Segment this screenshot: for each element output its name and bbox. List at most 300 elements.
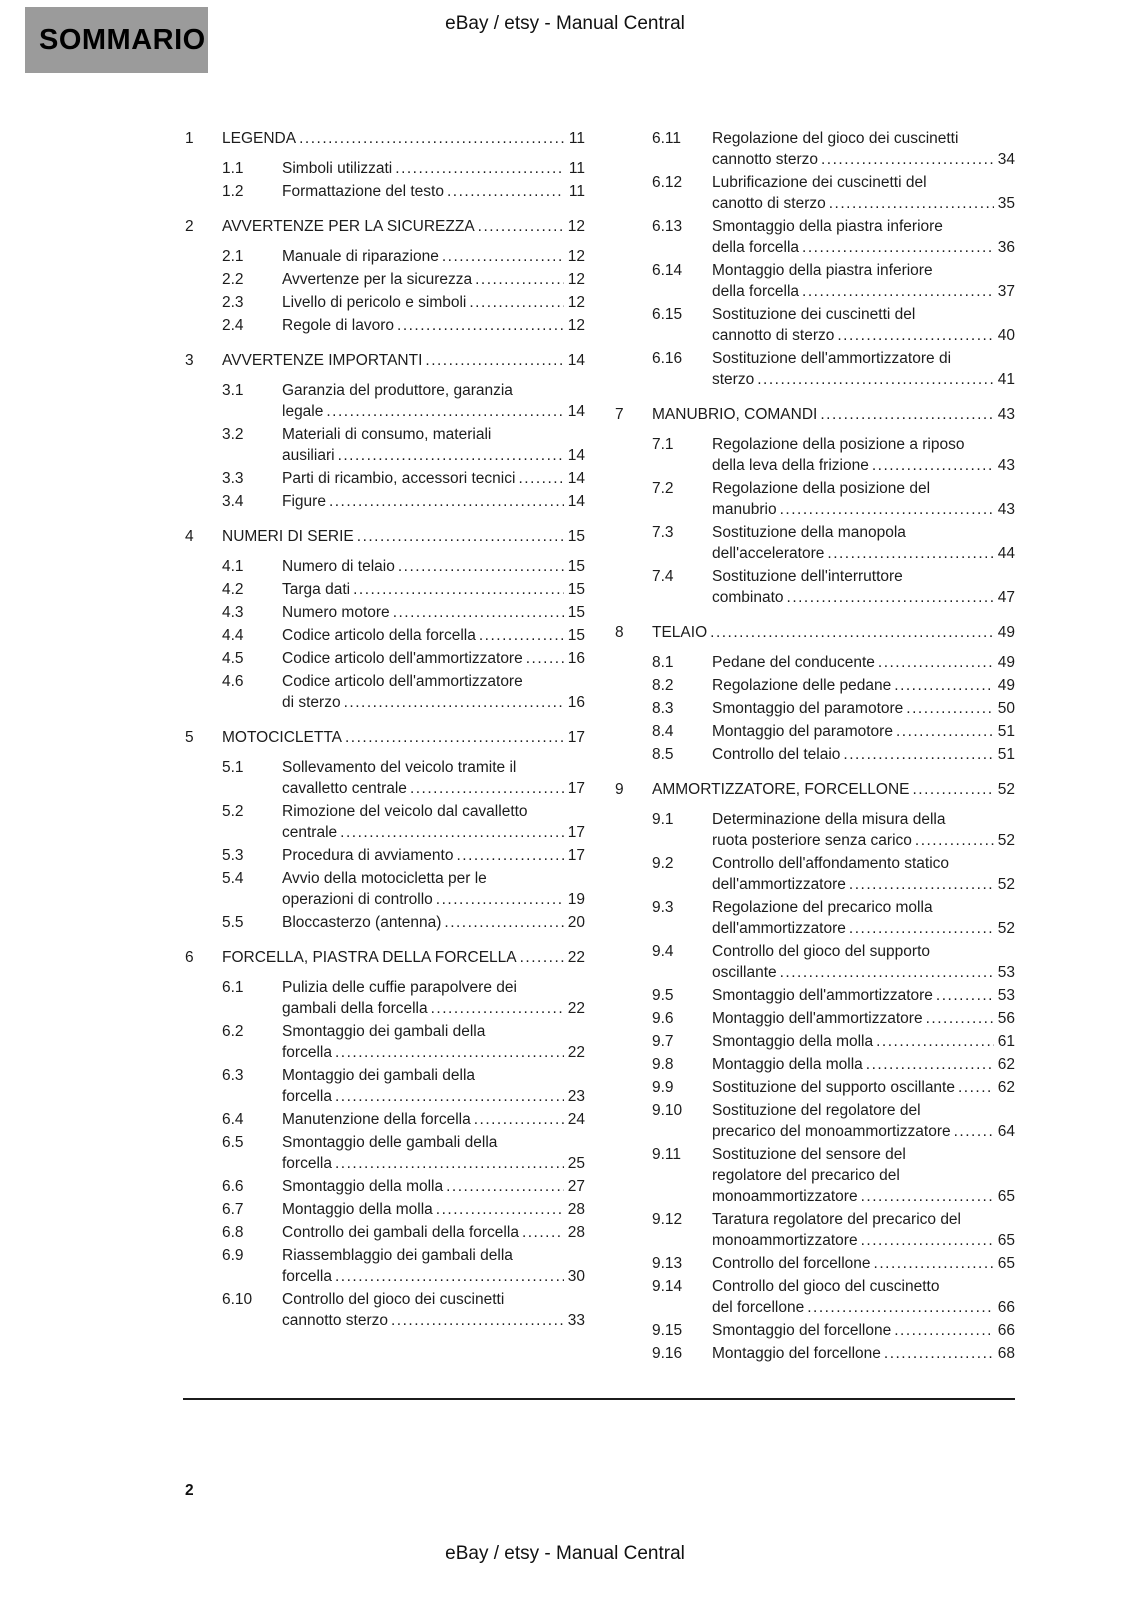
toc-section-entry — [615, 1209, 1015, 1251]
toc-entry-number: 6.4 — [222, 1111, 244, 1128]
toc-entry-number: 4 — [185, 528, 194, 545]
toc-chapter-entry — [185, 947, 585, 968]
toc-chapter-entry — [185, 128, 585, 149]
toc-entry-line — [282, 269, 585, 290]
toc-entry-body — [222, 350, 585, 371]
toc-entry-number: 6.8 — [222, 1224, 244, 1241]
toc-entry-line — [282, 556, 585, 577]
toc-entry-title: AMMORTIZZATORE, FORCELLONE — [652, 781, 910, 798]
toc-entry-body — [282, 1199, 585, 1220]
toc-leader-dots — [479, 625, 564, 646]
toc-entry-body — [282, 491, 585, 512]
toc-entry-page: 27 — [567, 1178, 585, 1195]
toc-entry-page: 44 — [997, 545, 1015, 562]
toc-section-entry — [185, 556, 585, 577]
toc-leader-dots — [436, 889, 564, 910]
toc-entry-line — [712, 1165, 1015, 1186]
toc-entry-title: dell'ammortizzatore — [712, 876, 846, 893]
toc-entry-title: centrale — [282, 824, 338, 841]
toc-leader-dots — [894, 675, 994, 696]
toc-section-entry — [615, 260, 1015, 302]
toc-entry-number: 3.1 — [222, 382, 244, 399]
toc-entry-title: Targa dati — [282, 581, 351, 598]
toc-entry-body — [712, 348, 1015, 390]
toc-entry-title: TELAIO — [652, 624, 708, 641]
toc-entry-page: 14 — [567, 403, 585, 420]
toc-leader-dots — [391, 1310, 564, 1331]
toc-entry-title: legale — [282, 403, 324, 420]
toc-entry-line — [712, 216, 1015, 237]
toc-entry-line — [712, 1186, 1015, 1207]
toc-entry-title: Smontaggio del paramotore — [712, 700, 904, 717]
toc-entry-line — [282, 801, 585, 822]
footer-document-title: eBay / etsy - Manual Central — [445, 1543, 685, 1564]
toc-entry-title: Regolazione della posizione del — [712, 480, 931, 497]
toc-entry-number: 8.4 — [652, 723, 674, 740]
toc-entry-number: 4.5 — [222, 650, 244, 667]
toc-entry-line — [712, 1320, 1015, 1341]
toc-entry-title: MOTOCICLETTA — [222, 729, 342, 746]
toc-leader-dots — [926, 1008, 994, 1029]
toc-entry-line — [282, 868, 585, 889]
toc-entry-number: 6.16 — [652, 350, 683, 367]
toc-leader-dots — [338, 445, 564, 466]
toc-entry-number: 6.11 — [652, 130, 682, 147]
toc-entry-body — [712, 1054, 1015, 1075]
toc-section-entry — [615, 941, 1015, 983]
toc-entry-title: forcella — [282, 1155, 332, 1172]
toc-entry-title: Sollevamento del veicolo tramite il — [282, 759, 517, 776]
toc-entry-title: cannotto sterzo — [712, 151, 818, 168]
toc-leader-dots — [874, 1253, 994, 1274]
toc-entry-page: 51 — [997, 723, 1015, 740]
toc-entry-title: combinato — [712, 589, 784, 606]
toc-entry-number: 2 — [185, 218, 194, 235]
toc-entry-line — [282, 1042, 585, 1063]
toc-leader-dots — [326, 401, 564, 422]
toc-entry-body — [712, 744, 1015, 765]
toc-entry-title: oscillante — [712, 964, 777, 981]
toc-section-entry — [615, 721, 1015, 742]
toc-entry-line — [282, 757, 585, 778]
toc-leader-dots — [335, 1153, 564, 1174]
toc-entry-page: 43 — [997, 406, 1015, 423]
toc-entry-title: Sostituzione dell'interruttore — [712, 568, 903, 585]
toc-leader-dots — [474, 1109, 564, 1130]
toc-leader-dots — [329, 491, 564, 512]
toc-entry-page: 41 — [997, 371, 1015, 388]
toc-entry-line — [712, 897, 1015, 918]
toc-section-entry — [185, 269, 585, 290]
toc-entry-title: Parti di ricambio, accessori tecnici — [282, 470, 516, 487]
toc-entry-line — [282, 246, 585, 267]
toc-leader-dots — [894, 1320, 994, 1341]
toc-section-entry — [185, 1109, 585, 1130]
toc-leader-dots — [335, 1086, 564, 1107]
toc-entry-title: Simboli utilizzati — [282, 160, 393, 177]
toc-entry-page: 14 — [567, 447, 585, 464]
toc-entry-body — [712, 985, 1015, 1006]
toc-entry-body — [712, 1031, 1015, 1052]
toc-entry-page: 40 — [997, 327, 1015, 344]
toc-entry-number: 9.15 — [652, 1322, 683, 1339]
toc-entry-line — [712, 478, 1015, 499]
toc-leader-dots — [787, 587, 994, 608]
toc-entry-line — [712, 985, 1015, 1006]
toc-leader-dots — [393, 602, 564, 623]
toc-entry-line — [282, 778, 585, 799]
toc-section-entry — [185, 246, 585, 267]
toc-section-entry — [185, 977, 585, 1019]
toc-entry-page: 16 — [567, 694, 585, 711]
toc-entry-page: 56 — [997, 1010, 1015, 1027]
toc-entry-body — [282, 1109, 585, 1130]
toc-entry-title: Sostituzione del regolatore del — [712, 1102, 921, 1119]
toc-leader-dots — [710, 622, 994, 643]
toc-entry-title: cannotto sterzo — [282, 1312, 388, 1329]
toc-leader-dots — [522, 1222, 564, 1243]
toc-leader-dots — [843, 744, 994, 765]
toc-entry-body — [282, 269, 585, 290]
toc-entry-page: 16 — [567, 650, 585, 667]
toc-entry-page: 11 — [568, 183, 585, 200]
toc-entry-title: dell'acceleratore — [712, 545, 825, 562]
toc-entry-title: precarico del monoammortizzatore — [712, 1123, 951, 1140]
toc-entry-body — [282, 181, 585, 202]
toc-entry-body — [282, 1289, 585, 1331]
toc-leader-dots — [436, 1199, 564, 1220]
toc-entry-title: Montaggio del forcellone — [712, 1345, 881, 1362]
toc-entry-number: 9.2 — [652, 855, 674, 872]
toc-entry-title: gambali della forcella — [282, 1000, 428, 1017]
toc-entry-title: Codice articolo dell'ammortizzatore — [282, 650, 523, 667]
toc-leader-dots — [861, 1230, 994, 1251]
toc-entry-number: 7.2 — [652, 480, 674, 497]
toc-entry-title: Regolazione delle pedane — [712, 677, 892, 694]
toc-entry-title: del forcellone — [712, 1299, 805, 1316]
toc-entry-line — [652, 779, 1015, 800]
toc-section-entry — [615, 1276, 1015, 1318]
toc-entry-number: 7.3 — [652, 524, 674, 541]
toc-entry-line — [222, 350, 585, 371]
toc-entry-line — [712, 304, 1015, 325]
toc-entry-title: Smontaggio della molla — [282, 1178, 444, 1195]
toc-leader-dots — [475, 269, 564, 290]
toc-entry-title: di sterzo — [282, 694, 341, 711]
toc-entry-number: 3.2 — [222, 426, 244, 443]
toc-entry-body — [712, 675, 1015, 696]
toc-entry-line — [712, 434, 1015, 455]
toc-section-entry — [185, 1132, 585, 1174]
toc-entry-number: 7 — [615, 406, 624, 423]
toc-entry-title: della forcella — [712, 283, 800, 300]
toc-entry-line — [282, 692, 585, 713]
toc-entry-number: 4.2 — [222, 581, 244, 598]
toc-entry-page: 51 — [997, 746, 1015, 763]
toc-entry-line — [712, 1209, 1015, 1230]
toc-entry-line — [652, 622, 1015, 643]
toc-entry-body — [712, 304, 1015, 346]
toc-entry-line — [712, 830, 1015, 851]
toc-entry-title: cavalletto centrale — [282, 780, 407, 797]
toc-entry-title: Pulizia delle cuffie parapolvere dei — [282, 979, 517, 996]
toc-section-entry — [615, 698, 1015, 719]
toc-leader-dots — [395, 158, 564, 179]
toc-entry-line — [282, 1266, 585, 1287]
toc-entry-line — [712, 281, 1015, 302]
toc-entry-title: ausiliari — [282, 447, 335, 464]
toc-entry-line — [282, 401, 585, 422]
toc-entry-line — [712, 455, 1015, 476]
toc-entry-title: Smontaggio del forcellone — [712, 1322, 892, 1339]
toc-entry-body — [712, 260, 1015, 302]
header-document-title: eBay / etsy - Manual Central — [445, 13, 685, 34]
toc-entry-page: 17 — [567, 847, 585, 864]
toc-entry-title: Lubrificazione dei cuscinetti del — [712, 174, 927, 191]
toc-leader-dots — [906, 698, 994, 719]
toc-leader-dots — [954, 1121, 994, 1142]
toc-entry-title: regolatore del precarico del — [712, 1167, 900, 1184]
toc-entry-body — [652, 622, 1015, 643]
toc-entry-page: 12 — [567, 294, 585, 311]
toc-entry-body — [222, 216, 585, 237]
toc-leader-dots — [861, 1186, 994, 1207]
toc-entry-page: 14 — [567, 470, 585, 487]
toc-entry-line — [222, 128, 585, 149]
footer-page-number: 2 — [185, 1482, 194, 1499]
toc-entry-body — [222, 947, 585, 968]
toc-entry-title: manubrio — [712, 501, 777, 518]
toc-leader-dots — [520, 947, 564, 968]
toc-entry-number: 5.1 — [222, 759, 244, 776]
toc-entry-line — [282, 181, 585, 202]
toc-entry-page: 19 — [567, 891, 585, 908]
toc-entry-line — [282, 158, 585, 179]
toc-entry-number: 6.13 — [652, 218, 683, 235]
toc-leader-dots — [780, 962, 994, 983]
toc-entry-page: 15 — [567, 581, 585, 598]
toc-entry-body — [282, 648, 585, 669]
toc-entry-line — [712, 128, 1015, 149]
toc-entry-body — [282, 424, 585, 466]
toc-section-entry — [615, 744, 1015, 765]
toc-entry-title: forcella — [282, 1268, 332, 1285]
toc-leader-dots — [913, 779, 995, 800]
toc-entry-page: 24 — [567, 1111, 585, 1128]
section-tag-label: SOMMARIO — [39, 23, 206, 56]
toc-entry-line — [282, 822, 585, 843]
toc-entry-line — [282, 1176, 585, 1197]
toc-entry-number: 8 — [615, 624, 624, 641]
toc-entry-body — [282, 1222, 585, 1243]
toc-leader-dots — [469, 292, 564, 313]
toc-leader-dots — [335, 1266, 564, 1287]
toc-entry-title: Formattazione del testo — [282, 183, 444, 200]
toc-entry-body — [282, 845, 585, 866]
toc-entry-line — [712, 874, 1015, 895]
toc-entry-line — [652, 404, 1015, 425]
toc-leader-dots — [849, 918, 994, 939]
toc-entry-title: Taratura regolatore del precarico del — [712, 1211, 961, 1228]
toc-leader-dots — [849, 874, 994, 895]
toc-entry-page: 25 — [567, 1155, 585, 1172]
toc-section-entry — [185, 380, 585, 422]
toc-entry-line — [712, 853, 1015, 874]
toc-entry-body — [282, 1176, 585, 1197]
toc-entry-number: 9.16 — [652, 1345, 683, 1362]
toc-entry-line — [712, 698, 1015, 719]
toc-entry-number: 8.1 — [652, 654, 674, 671]
toc-entry-body — [282, 671, 585, 713]
toc-entry-number: 9.13 — [652, 1255, 683, 1272]
toc-entry-line — [712, 1008, 1015, 1029]
toc-entry-title: Montaggio dei gambali della — [282, 1067, 476, 1084]
toc-entry-title: ruota posteriore senza carico — [712, 832, 912, 849]
toc-entry-page: 17 — [567, 780, 585, 797]
toc-entry-title: Montaggio della molla — [712, 1056, 863, 1073]
toc-entry-body — [712, 1276, 1015, 1318]
toc-section-entry — [615, 216, 1015, 258]
toc-entry-title: Riassemblaggio dei gambali della — [282, 1247, 513, 1264]
toc-leader-dots — [340, 822, 564, 843]
toc-section-entry — [185, 845, 585, 866]
toc-entry-title: Codice articolo dell'ammortizzatore — [282, 673, 523, 690]
toc-entry-page: 12 — [567, 317, 585, 334]
toc-entry-line — [712, 1077, 1015, 1098]
toc-entry-number: 5.3 — [222, 847, 244, 864]
toc-entry-title: della leva della frizione — [712, 457, 869, 474]
toc-entry-number: 6 — [185, 949, 194, 966]
toc-section-entry — [615, 1253, 1015, 1274]
toc-entry-page: 23 — [567, 1088, 585, 1105]
toc-entry-page: 65 — [997, 1188, 1015, 1205]
toc-entry-line — [282, 1289, 585, 1310]
toc-entry-line — [712, 652, 1015, 673]
toc-section-entry — [185, 602, 585, 623]
toc-entry-number: 1 — [185, 130, 194, 147]
toc-entry-number: 8.3 — [652, 700, 674, 717]
toc-entry-line — [282, 292, 585, 313]
toc-entry-page: 49 — [997, 624, 1015, 641]
toc-entry-title: forcella — [282, 1044, 332, 1061]
toc-entry-number: 6.14 — [652, 262, 683, 279]
toc-entry-title: Sostituzione del sensore del — [712, 1146, 906, 1163]
toc-entry-title: LEGENDA — [222, 130, 297, 147]
toc-leader-dots — [444, 912, 564, 933]
toc-entry-title: Sostituzione dei cuscinetti del — [712, 306, 916, 323]
toc-leader-dots — [780, 499, 994, 520]
toc-entry-page: 33 — [567, 1312, 585, 1329]
toc-section-entry — [185, 292, 585, 313]
toc-entry-title: Procedura di avviamento — [282, 847, 454, 864]
toc-entry-line — [282, 491, 585, 512]
toc-entry-body — [282, 246, 585, 267]
toc-entry-body — [712, 698, 1015, 719]
toc-entry-title: dell'ammortizzatore — [712, 920, 846, 937]
toc-entry-title: sterzo — [712, 371, 755, 388]
toc-section-entry — [185, 868, 585, 910]
toc-entry-number: 8.2 — [652, 677, 674, 694]
toc-entry-body — [282, 801, 585, 843]
toc-entry-title: canotto di sterzo — [712, 195, 826, 212]
toc-entry-page: 28 — [567, 1201, 585, 1218]
toc-entry-title: monoammortizzatore — [712, 1188, 858, 1205]
toc-entry-line — [712, 348, 1015, 369]
toc-entry-page: 30 — [567, 1268, 585, 1285]
toc-entry-line — [282, 648, 585, 669]
toc-entry-line — [282, 1021, 585, 1042]
toc-entry-page: 15 — [567, 558, 585, 575]
toc-entry-line — [282, 1245, 585, 1266]
toc-entry-line — [712, 1031, 1015, 1052]
toc-entry-title: Controllo del gioco dei cuscinetti — [282, 1291, 505, 1308]
toc-entry-title: Montaggio della molla — [282, 1201, 433, 1218]
toc-entry-page: 37 — [997, 283, 1015, 300]
toc-leader-dots — [878, 652, 994, 673]
toc-entry-title: Smontaggio della piastra inferiore — [712, 218, 943, 235]
toc-entry-line — [282, 912, 585, 933]
toc-entry-page: 14 — [567, 493, 585, 510]
toc-section-entry — [615, 566, 1015, 608]
toc-entry-body — [712, 172, 1015, 214]
toc-entry-title: Regolazione del precarico molla — [712, 899, 933, 916]
toc-section-entry — [615, 1077, 1015, 1098]
toc-leader-dots — [866, 1054, 994, 1075]
toc-entry-body — [282, 977, 585, 1019]
toc-entry-line — [282, 845, 585, 866]
toc-entry-title: Rimozione del veicolo dal cavalletto — [282, 803, 528, 820]
toc-entry-line — [282, 579, 585, 600]
toc-entry-page: 12 — [567, 218, 585, 235]
toc-leader-dots — [299, 128, 564, 149]
toc-leader-dots — [837, 325, 994, 346]
toc-entry-line — [712, 499, 1015, 520]
toc-entry-body — [282, 315, 585, 336]
toc-entry-body — [282, 380, 585, 422]
toc-entry-body — [282, 912, 585, 933]
toc-entry-title: Sostituzione della manopola — [712, 524, 906, 541]
toc-entry-line — [712, 962, 1015, 983]
toc-leader-dots — [442, 246, 564, 267]
toc-leader-dots — [526, 648, 564, 669]
toc-entry-line — [282, 445, 585, 466]
toc-entry-line — [712, 809, 1015, 830]
toc-entry-page: 28 — [567, 1224, 585, 1241]
toc-entry-title: NUMERI DI SERIE — [222, 528, 354, 545]
toc-entry-line — [712, 1144, 1015, 1165]
toc-entry-title: monoammortizzatore — [712, 1232, 858, 1249]
toc-entry-line — [712, 587, 1015, 608]
toc-entry-body — [712, 652, 1015, 673]
toc-entry-line — [282, 998, 585, 1019]
toc-chapter-entry — [185, 216, 585, 237]
toc-entry-number: 6.3 — [222, 1067, 244, 1084]
toc-entry-number: 9.3 — [652, 899, 674, 916]
toc-entry-line — [712, 369, 1015, 390]
toc-entry-line — [712, 675, 1015, 696]
toc-entry-line — [712, 260, 1015, 281]
toc-entry-body — [712, 1209, 1015, 1251]
toc-section-entry — [615, 985, 1015, 1006]
toc-section-entry — [185, 1199, 585, 1220]
toc-entry-page: 66 — [997, 1322, 1015, 1339]
toc-entry-body — [712, 434, 1015, 476]
toc-entry-body — [712, 478, 1015, 520]
toc-entry-page: 68 — [997, 1345, 1015, 1362]
toc-leader-dots — [958, 1077, 994, 1098]
toc-section-entry — [615, 853, 1015, 895]
toc-section-entry — [185, 757, 585, 799]
